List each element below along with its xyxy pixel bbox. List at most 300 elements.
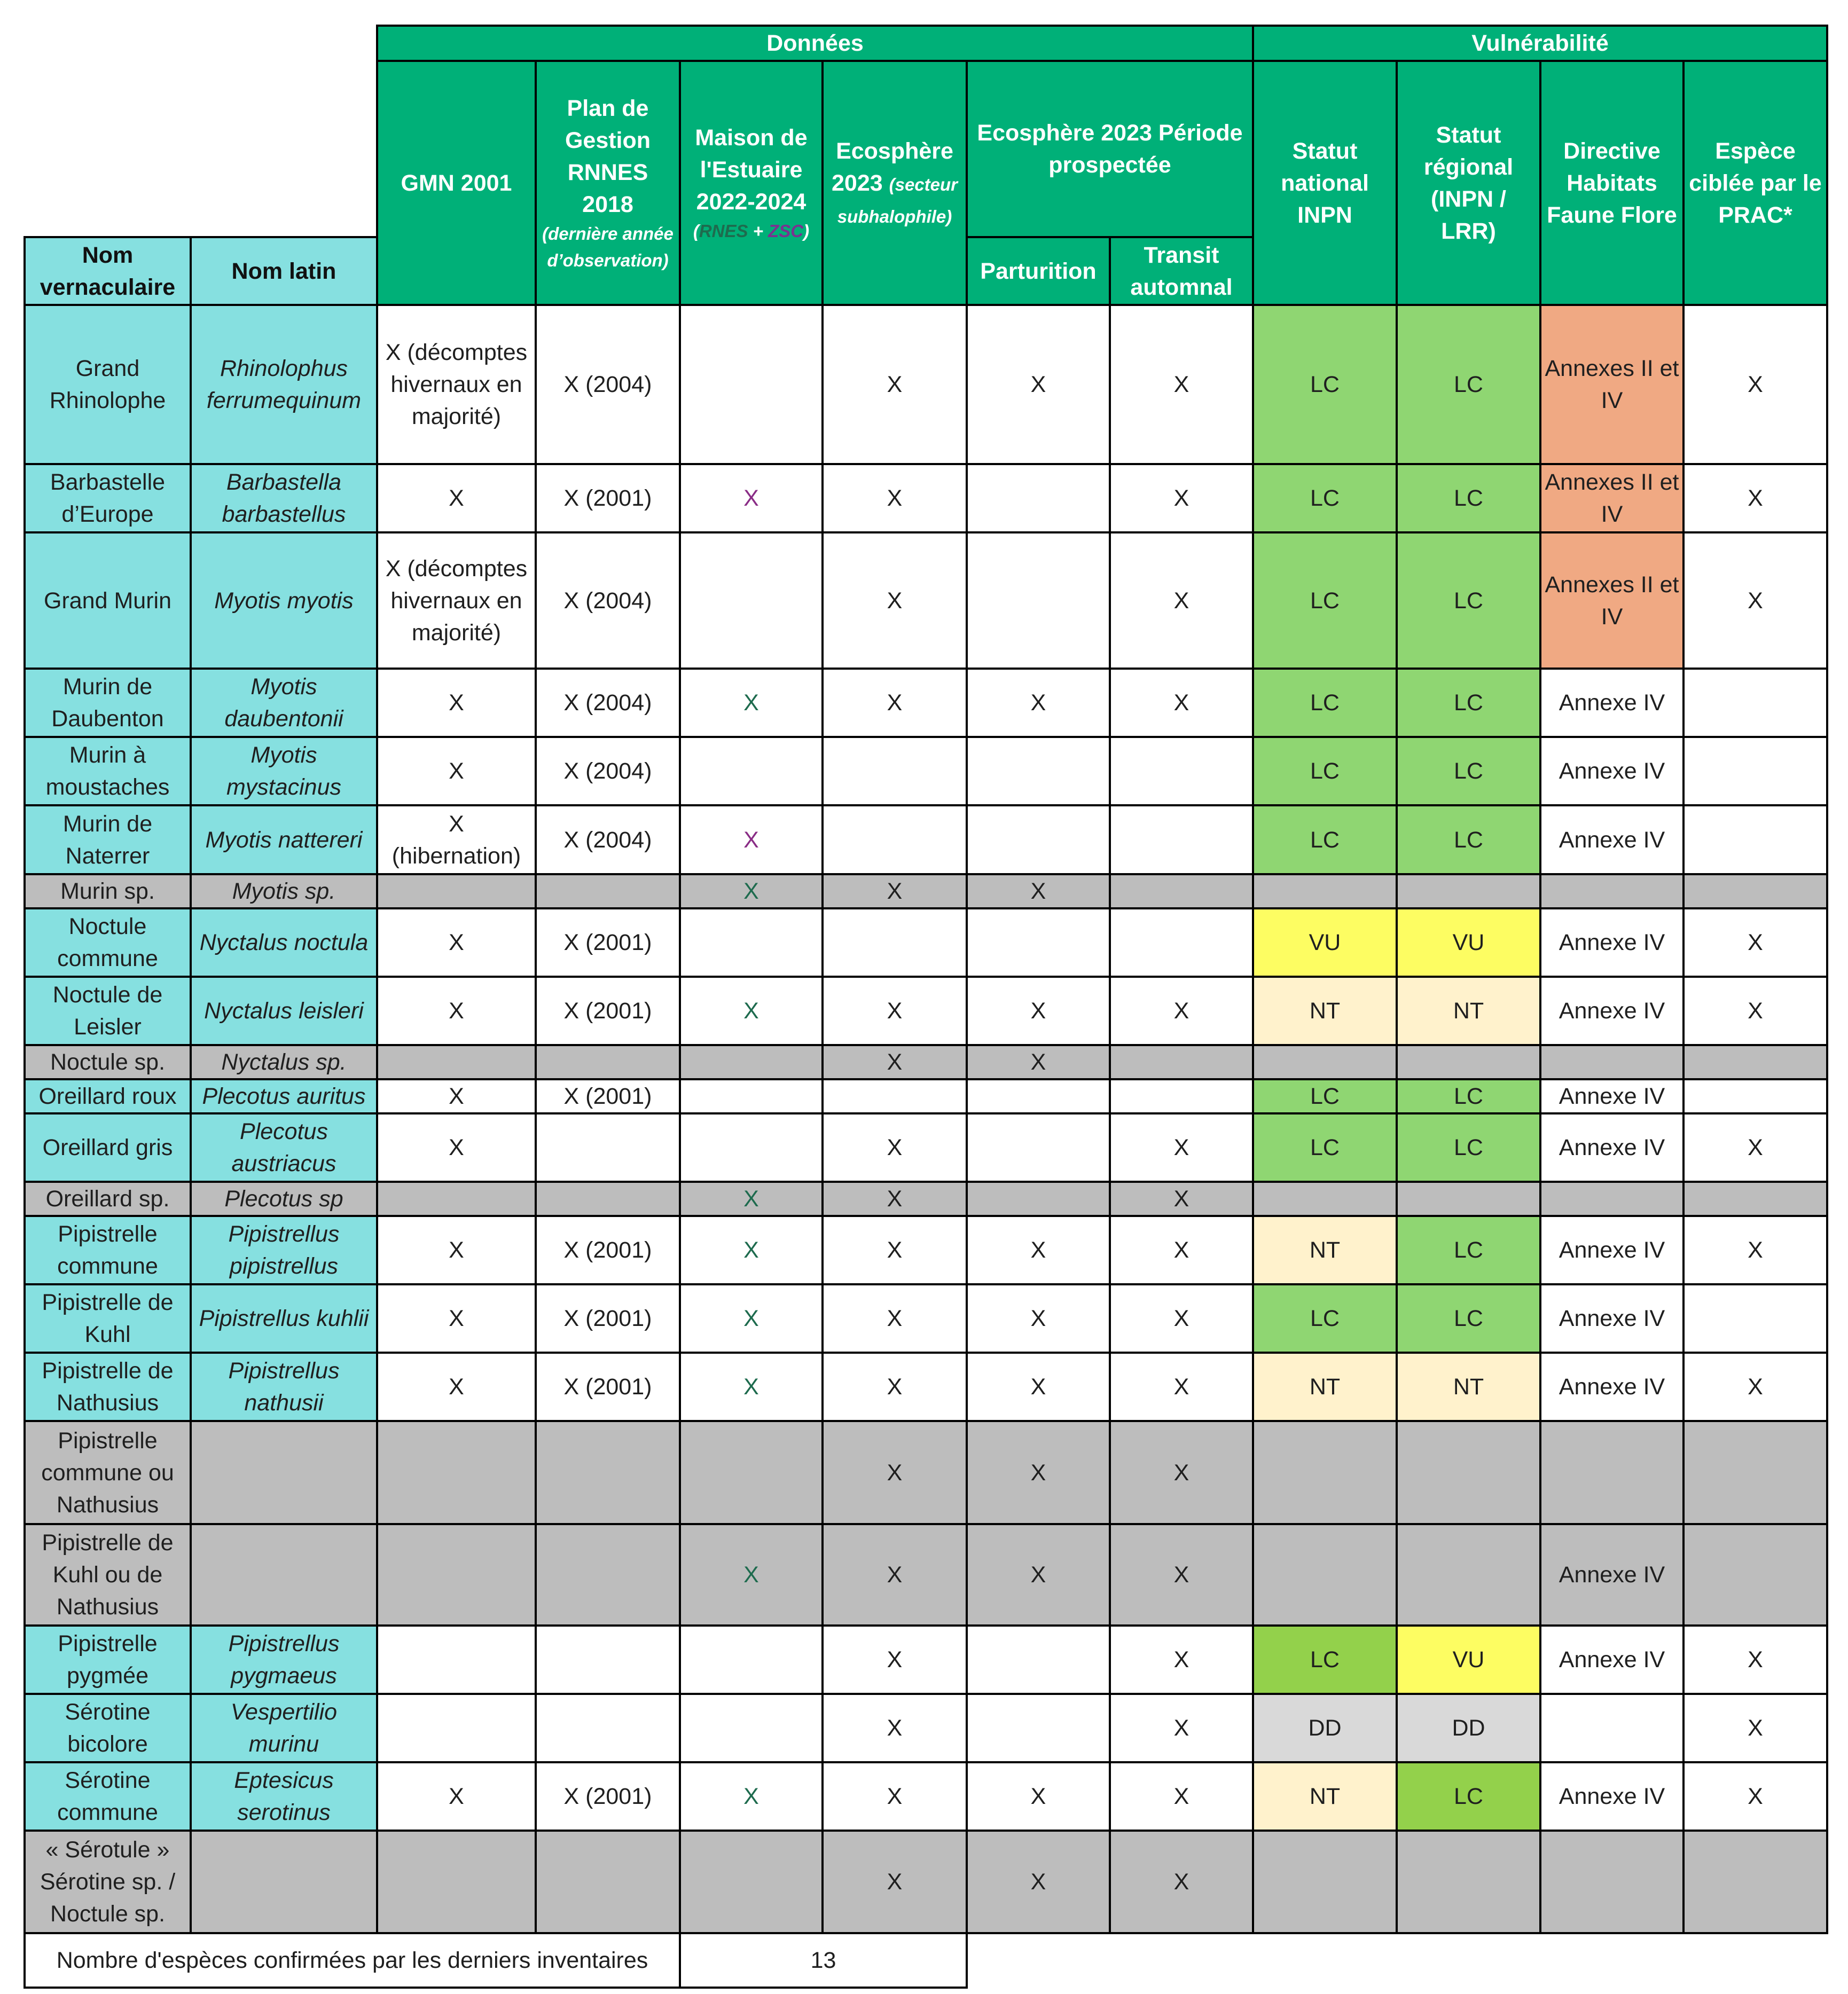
table-row: [25, 1626, 1827, 1694]
latin-name-cell: Nyctalus leisleri: [191, 977, 377, 1045]
table-row: [25, 1694, 1827, 1762]
plan-cell: X (2004): [536, 805, 680, 874]
table-row: [25, 669, 1827, 737]
table-row: [25, 805, 1827, 874]
directive-cell: Annexe IV: [1540, 908, 1683, 977]
plus-sign: +: [748, 221, 769, 241]
directive-cell: [1540, 1045, 1683, 1079]
directive-cell: [1540, 1182, 1683, 1216]
transit-cell: X: [1110, 669, 1253, 737]
maison-cell: [680, 1113, 823, 1182]
statut-regional-cell: [1397, 1045, 1540, 1079]
maison-cell: X: [680, 1284, 823, 1353]
transit-cell: X: [1110, 977, 1253, 1045]
latin-name-cell: Nyctalus noctula: [191, 908, 377, 977]
latin-name-cell: Plecotus sp: [191, 1182, 377, 1216]
statut-regional-cell: LC: [1397, 805, 1540, 874]
parturition-cell: [967, 1113, 1110, 1182]
header-maison-subtitle: [684, 218, 818, 245]
prac-cell: [1683, 1079, 1827, 1113]
transit-cell: X: [1110, 532, 1253, 669]
ecosphere-cell: [823, 805, 967, 874]
table-row: [25, 1045, 1827, 1079]
transit-cell: X: [1110, 1762, 1253, 1831]
transit-cell: X: [1110, 1353, 1253, 1421]
table-row: [25, 464, 1827, 532]
prac-cell: [1683, 1421, 1827, 1524]
prac-cell: [1683, 1045, 1827, 1079]
statut-regional-cell: VU: [1397, 1626, 1540, 1694]
header-statut-regional: Statut régional (INPN / LRR): [1397, 61, 1540, 305]
prac-cell: [1683, 1182, 1827, 1216]
plan-cell: [536, 1524, 680, 1626]
parturition-cell: X: [967, 1045, 1110, 1079]
maison-cell: X: [680, 1762, 823, 1831]
maison-cell: X: [680, 1182, 823, 1216]
gmn-cell: X: [377, 1762, 536, 1831]
parturition-cell: X: [967, 305, 1110, 464]
header-vulnerabilite: Vulnérabilité: [1253, 26, 1827, 61]
statut-national-cell: [1253, 874, 1397, 908]
directive-cell: Annexe IV: [1540, 1626, 1683, 1694]
plan-cell: [536, 1831, 680, 1933]
table-row: [25, 1079, 1827, 1113]
statut-national-cell: NT: [1253, 1353, 1397, 1421]
latin-name-cell: Pipistrellus pygmaeus: [191, 1626, 377, 1694]
gmn-cell: [377, 1182, 536, 1216]
bat-species-table: [24, 25, 1828, 1989]
parturition-cell: X: [967, 874, 1110, 908]
parturition-cell: [967, 532, 1110, 669]
latin-name-cell: Myotis mystacinus: [191, 737, 377, 805]
plan-cell: X (2004): [536, 669, 680, 737]
zsc-label: ZSC: [768, 221, 804, 241]
prac-cell: [1683, 1284, 1827, 1353]
statut-regional-cell: NT: [1397, 977, 1540, 1045]
maison-cell: [680, 532, 823, 669]
plan-cell: X (2001): [536, 1284, 680, 1353]
plan-cell: X (2004): [536, 737, 680, 805]
statut-national-cell: LC: [1253, 464, 1397, 532]
gmn-cell: X: [377, 669, 536, 737]
statut-national-cell: LC: [1253, 669, 1397, 737]
ecosphere-cell: X: [823, 669, 967, 737]
maison-cell: [680, 305, 823, 464]
statut-regional-cell: LC: [1397, 1113, 1540, 1182]
plan-cell: X (2001): [536, 464, 680, 532]
maison-cell: [680, 737, 823, 805]
table-row: [25, 977, 1827, 1045]
table-row: [25, 1524, 1827, 1626]
transit-cell: X: [1110, 464, 1253, 532]
header-ecosphere-title: Ecosphère 2023: [831, 138, 953, 196]
ecosphere-cell: X: [823, 1762, 967, 1831]
statut-national-cell: [1253, 1182, 1397, 1216]
header-plan-subtitle: (dernière année d’observation): [542, 223, 674, 270]
gmn-cell: X: [377, 1216, 536, 1284]
statut-regional-cell: [1397, 1182, 1540, 1216]
header-donnees: Données: [377, 26, 1253, 61]
header-ecosphere-subtitle: (secteur subhalophile): [837, 174, 958, 226]
maison-cell: [680, 1421, 823, 1524]
header-blank: [25, 26, 377, 237]
latin-name-cell: Pipistrellus pipistrellus: [191, 1216, 377, 1284]
footer-blank: [967, 1933, 1827, 1988]
latin-name-cell: Nyctalus sp.: [191, 1045, 377, 1079]
plan-cell: [536, 874, 680, 908]
ecosphere-cell: X: [823, 1626, 967, 1694]
common-name-cell: Pipistrelle commune: [25, 1216, 191, 1284]
ecosphere-cell: X: [823, 1421, 967, 1524]
table-row: [25, 1421, 1827, 1524]
header-plan-title: Plan de Gestion RNNES 2018: [565, 95, 651, 217]
table-row: [25, 1113, 1827, 1182]
maison-cell: X: [680, 977, 823, 1045]
gmn-cell: X: [377, 1353, 536, 1421]
gmn-cell: [377, 1524, 536, 1626]
statut-regional-cell: [1397, 1524, 1540, 1626]
plan-cell: X (2001): [536, 1079, 680, 1113]
table-row: [25, 874, 1827, 908]
maison-cell: [680, 1045, 823, 1079]
prac-cell: [1683, 669, 1827, 737]
plan-cell: [536, 1182, 680, 1216]
header-ecosphere: [823, 61, 967, 305]
plan-cell: [536, 1421, 680, 1524]
statut-regional-cell: LC: [1397, 532, 1540, 669]
transit-cell: [1110, 1079, 1253, 1113]
latin-name-cell: Myotis sp.: [191, 874, 377, 908]
common-name-cell: Murin de Daubenton: [25, 669, 191, 737]
common-name-cell: Oreillard gris: [25, 1113, 191, 1182]
transit-cell: [1110, 874, 1253, 908]
prac-cell: X: [1683, 1694, 1827, 1762]
statut-regional-cell: LC: [1397, 737, 1540, 805]
statut-national-cell: LC: [1253, 1113, 1397, 1182]
directive-cell: Annexe IV: [1540, 1353, 1683, 1421]
header-prac: Espèce ciblée par le PRAC*: [1683, 61, 1827, 305]
table-row: [25, 1216, 1827, 1284]
plan-cell: X (2004): [536, 532, 680, 669]
statut-regional-cell: VU: [1397, 908, 1540, 977]
maison-cell: [680, 908, 823, 977]
directive-cell: Annexe IV: [1540, 1524, 1683, 1626]
common-name-cell: Murin à moustaches: [25, 737, 191, 805]
gmn-cell: [377, 1831, 536, 1933]
table-body: [25, 305, 1827, 1933]
table-header: [25, 26, 1827, 305]
gmn-cell: [377, 1421, 536, 1524]
parturition-cell: X: [967, 1421, 1110, 1524]
statut-regional-cell: LC: [1397, 1216, 1540, 1284]
prac-cell: X: [1683, 532, 1827, 669]
ecosphere-cell: X: [823, 874, 967, 908]
common-name-cell: Noctule sp.: [25, 1045, 191, 1079]
parturition-cell: [967, 805, 1110, 874]
transit-cell: X: [1110, 1524, 1253, 1626]
gmn-cell: X (décomptes hivernaux en majorité): [377, 532, 536, 669]
header-nom-latin: Nom latin: [191, 237, 377, 305]
parturition-cell: [967, 737, 1110, 805]
gmn-cell: [377, 1045, 536, 1079]
parturition-cell: X: [967, 1353, 1110, 1421]
plan-cell: [536, 1045, 680, 1079]
common-name-cell: Pipistrelle commune ou Nathusius: [25, 1421, 191, 1524]
gmn-cell: X: [377, 464, 536, 532]
parturition-cell: [967, 1626, 1110, 1694]
plan-cell: X (2001): [536, 908, 680, 977]
parturition-cell: [967, 1079, 1110, 1113]
latin-name-cell: Pipistrellus nathusii: [191, 1353, 377, 1421]
statut-regional-cell: NT: [1397, 1353, 1540, 1421]
directive-cell: Annexe IV: [1540, 1216, 1683, 1284]
ecosphere-cell: X: [823, 1524, 967, 1626]
transit-cell: [1110, 805, 1253, 874]
prac-cell: X: [1683, 1216, 1827, 1284]
prac-cell: X: [1683, 1626, 1827, 1694]
table-row: [25, 1284, 1827, 1353]
directive-cell: Annexe IV: [1540, 1284, 1683, 1353]
directive-cell: [1540, 1421, 1683, 1524]
gmn-cell: [377, 1626, 536, 1694]
common-name-cell: Oreillard sp.: [25, 1182, 191, 1216]
latin-name-cell: Myotis daubentonii: [191, 669, 377, 737]
prac-cell: X: [1683, 1353, 1827, 1421]
statut-regional-cell: [1397, 1831, 1540, 1933]
transit-cell: X: [1110, 1421, 1253, 1524]
ecosphere-cell: [823, 737, 967, 805]
common-name-cell: Noctule de Leisler: [25, 977, 191, 1045]
common-name-cell: Noctule commune: [25, 908, 191, 977]
maison-cell: X: [680, 1524, 823, 1626]
latin-name-cell: Plecotus auritus: [191, 1079, 377, 1113]
table-row: [25, 737, 1827, 805]
common-name-cell: Pipistrelle de Kuhl ou de Nathusius: [25, 1524, 191, 1626]
ecosphere-cell: X: [823, 1045, 967, 1079]
gmn-cell: [377, 874, 536, 908]
statut-regional-cell: LC: [1397, 669, 1540, 737]
rnes-label: RNES: [699, 221, 748, 241]
gmn-cell: X: [377, 1079, 536, 1113]
transit-cell: [1110, 1045, 1253, 1079]
transit-cell: [1110, 737, 1253, 805]
header-plan: [536, 61, 680, 305]
plan-cell: [536, 1113, 680, 1182]
plan-cell: X (2004): [536, 305, 680, 464]
latin-name-cell: Pipistrellus kuhlii: [191, 1284, 377, 1353]
paren-close: ): [803, 221, 810, 241]
plan-cell: [536, 1626, 680, 1694]
ecosphere-cell: X: [823, 1216, 967, 1284]
table-row: [25, 532, 1827, 669]
parturition-cell: X: [967, 1524, 1110, 1626]
statut-national-cell: LC: [1253, 532, 1397, 669]
parturition-cell: X: [967, 977, 1110, 1045]
common-name-cell: Barbastelle d’Europe: [25, 464, 191, 532]
maison-cell: X: [680, 1353, 823, 1421]
header-directive: Directive Habitats Faune Flore: [1540, 61, 1683, 305]
parturition-cell: X: [967, 669, 1110, 737]
common-name-cell: Sérotine bicolore: [25, 1694, 191, 1762]
statut-national-cell: NT: [1253, 977, 1397, 1045]
directive-cell: [1540, 1694, 1683, 1762]
statut-national-cell: NT: [1253, 1762, 1397, 1831]
header-ecosphere-period: Ecosphère 2023 Période prospectée: [967, 61, 1253, 237]
ecosphere-cell: X: [823, 1831, 967, 1933]
maison-cell: X: [680, 805, 823, 874]
parturition-cell: X: [967, 1762, 1110, 1831]
common-name-cell: Grand Rhinolophe: [25, 305, 191, 464]
header-nom-vernaculaire: Nom vernaculaire: [25, 237, 191, 305]
latin-name-cell: [191, 1831, 377, 1933]
parturition-cell: [967, 908, 1110, 977]
directive-cell: Annexe IV: [1540, 1079, 1683, 1113]
statut-regional-cell: [1397, 874, 1540, 908]
common-name-cell: Sérotine commune: [25, 1762, 191, 1831]
latin-name-cell: [191, 1421, 377, 1524]
maison-cell: X: [680, 1216, 823, 1284]
statut-regional-cell: LC: [1397, 1762, 1540, 1831]
header-parturition: Parturition: [967, 237, 1110, 305]
header-maison-title: Maison de l'Estuaire 2022-2024: [695, 124, 808, 215]
directive-cell: Annexe IV: [1540, 1113, 1683, 1182]
gmn-cell: X (décomptes hivernaux en majorité): [377, 305, 536, 464]
statut-national-cell: LC: [1253, 737, 1397, 805]
statut-regional-cell: LC: [1397, 305, 1540, 464]
ecosphere-cell: X: [823, 305, 967, 464]
directive-cell: Annexe IV: [1540, 669, 1683, 737]
plan-cell: X (2001): [536, 1762, 680, 1831]
statut-national-cell: [1253, 1045, 1397, 1079]
latin-name-cell: Myotis myotis: [191, 532, 377, 669]
prac-cell: X: [1683, 908, 1827, 977]
plan-cell: X (2001): [536, 1353, 680, 1421]
gmn-cell: X (hibernation): [377, 805, 536, 874]
latin-name-cell: Rhinolophus ferrumequinum: [191, 305, 377, 464]
directive-cell: Annexe IV: [1540, 977, 1683, 1045]
transit-cell: X: [1110, 1831, 1253, 1933]
statut-national-cell: [1253, 1831, 1397, 1933]
common-name-cell: Grand Murin: [25, 532, 191, 669]
gmn-cell: X: [377, 908, 536, 977]
latin-name-cell: Vespertilio murinu: [191, 1694, 377, 1762]
ecosphere-cell: [823, 908, 967, 977]
ecosphere-cell: [823, 1079, 967, 1113]
transit-cell: X: [1110, 1284, 1253, 1353]
statut-national-cell: LC: [1253, 805, 1397, 874]
prac-cell: [1683, 737, 1827, 805]
statut-regional-cell: LC: [1397, 1079, 1540, 1113]
header-statut-national: Statut national INPN: [1253, 61, 1397, 305]
transit-cell: [1110, 908, 1253, 977]
statut-national-cell: LC: [1253, 1284, 1397, 1353]
table-row: [25, 1762, 1827, 1831]
parturition-cell: [967, 1182, 1110, 1216]
header-gmn: GMN 2001: [377, 61, 536, 305]
ecosphere-cell: X: [823, 1284, 967, 1353]
parturition-cell: X: [967, 1831, 1110, 1933]
statut-national-cell: NT: [1253, 1216, 1397, 1284]
parturition-cell: [967, 464, 1110, 532]
ecosphere-cell: X: [823, 532, 967, 669]
statut-national-cell: LC: [1253, 305, 1397, 464]
paren-open: (: [693, 221, 699, 241]
common-name-cell: Pipistrelle de Nathusius: [25, 1353, 191, 1421]
table-row: [25, 1353, 1827, 1421]
transit-cell: X: [1110, 1216, 1253, 1284]
plan-cell: [536, 1694, 680, 1762]
prac-cell: X: [1683, 305, 1827, 464]
common-name-cell: Pipistrelle pygmée: [25, 1626, 191, 1694]
latin-name-cell: Myotis nattereri: [191, 805, 377, 874]
prac-cell: X: [1683, 977, 1827, 1045]
latin-name-cell: Barbastella barbastellus: [191, 464, 377, 532]
parturition-cell: X: [967, 1284, 1110, 1353]
table-row: [25, 1831, 1827, 1933]
plan-cell: X (2001): [536, 1216, 680, 1284]
common-name-cell: Murin sp.: [25, 874, 191, 908]
footer-value: 13: [680, 1933, 967, 1988]
maison-cell: X: [680, 874, 823, 908]
transit-cell: X: [1110, 1694, 1253, 1762]
prac-cell: [1683, 874, 1827, 908]
transit-cell: X: [1110, 1113, 1253, 1182]
common-name-cell: Oreillard roux: [25, 1079, 191, 1113]
gmn-cell: X: [377, 1113, 536, 1182]
directive-cell: Annexes II et IV: [1540, 305, 1683, 464]
statut-regional-cell: DD: [1397, 1694, 1540, 1762]
maison-cell: [680, 1626, 823, 1694]
prac-cell: X: [1683, 464, 1827, 532]
plan-cell: X (2001): [536, 977, 680, 1045]
ecosphere-cell: X: [823, 977, 967, 1045]
table-row: [25, 305, 1827, 464]
maison-cell: [680, 1079, 823, 1113]
header-transit: Transit automnal: [1110, 237, 1253, 305]
ecosphere-cell: X: [823, 1182, 967, 1216]
prac-cell: [1683, 1524, 1827, 1626]
statut-national-cell: LC: [1253, 1079, 1397, 1113]
latin-name-cell: Plecotus austriacus: [191, 1113, 377, 1182]
statut-regional-cell: LC: [1397, 464, 1540, 532]
table-row: [25, 908, 1827, 977]
ecosphere-cell: X: [823, 464, 967, 532]
prac-cell: X: [1683, 1762, 1827, 1831]
statut-national-cell: [1253, 1421, 1397, 1524]
latin-name-cell: [191, 1524, 377, 1626]
ecosphere-cell: X: [823, 1353, 967, 1421]
gmn-cell: X: [377, 1284, 536, 1353]
maison-cell: X: [680, 669, 823, 737]
statut-national-cell: DD: [1253, 1694, 1397, 1762]
common-name-cell: Murin de Naterrer: [25, 805, 191, 874]
gmn-cell: X: [377, 737, 536, 805]
directive-cell: Annexes II et IV: [1540, 532, 1683, 669]
transit-cell: X: [1110, 1626, 1253, 1694]
ecosphere-cell: X: [823, 1113, 967, 1182]
maison-cell: X: [680, 464, 823, 532]
transit-cell: X: [1110, 1182, 1253, 1216]
ecosphere-cell: X: [823, 1694, 967, 1762]
header-maison: [680, 61, 823, 305]
prac-cell: [1683, 1831, 1827, 1933]
directive-cell: [1540, 1831, 1683, 1933]
statut-national-cell: VU: [1253, 908, 1397, 977]
directive-cell: Annexe IV: [1540, 805, 1683, 874]
common-name-cell: Pipistrelle de Kuhl: [25, 1284, 191, 1353]
table-footer: [25, 1933, 1827, 1988]
footer-label: Nombre d'espèces confirmées par les derniers inventaires: [25, 1933, 680, 1988]
